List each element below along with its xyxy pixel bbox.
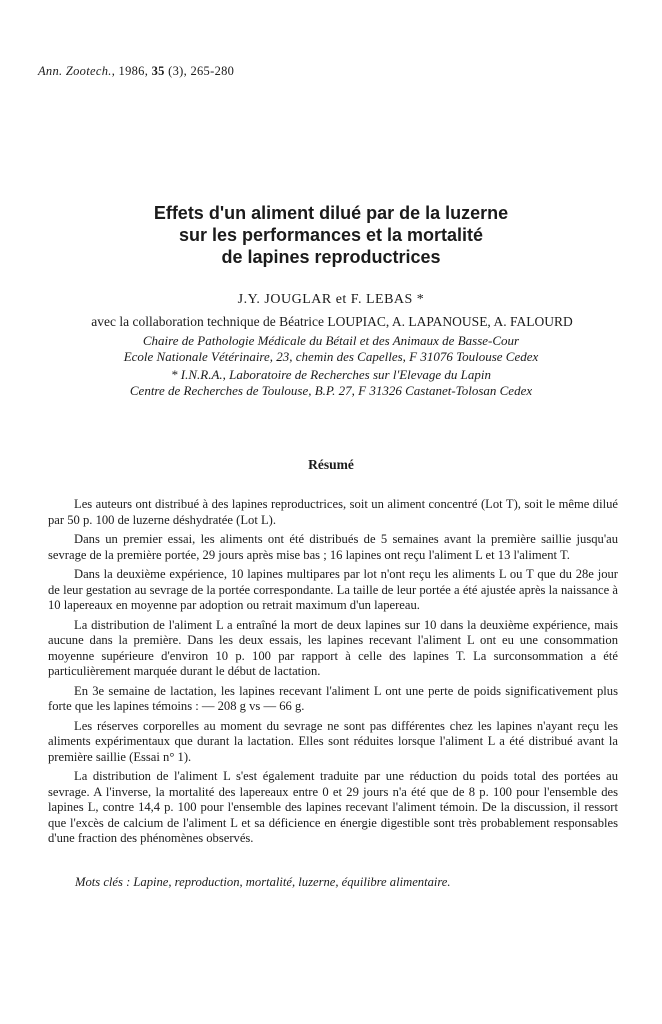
citation-pages: (3), 265-280 [164,64,235,78]
technical-collaboration: avec la collaboration technique de Béatrice LOUPIAC, A. LAPANOUSE, A. FALOURD [91,314,573,329]
affiliation-2 [0,367,662,399]
affiliation-1-line-1: Chaire de Pathologie Médicale du Bétail et des Animaux de Basse-Cour [142,333,520,348]
abstract-paragraph-3: Dans la deuxième expérience, 10 lapines multipares par lot n'ont reçu les aliments L ou T que du 28e jour de leur gestation au sevrage de la portée correspondante. La taille de leur portée a été ajustée après la naissance à 10 lapereaux en moyenne par adoption ou retrait maximum d'un lapereau. [48,567,618,612]
abstract-paragraph-5: En 3e semaine de lactation, les lapines recevant l'aliment L ont une perte de poids significativement plus forte que les lapines témoins : — 208 g vs — 66 g. [48,683,618,713]
authors: J.Y. JOUGLAR et F. LEBAS * [237,292,425,307]
abstract-paragraph-4: La distribution de l'aliment L a entraîné la mort de deux lapines sur 10 dans la deuxième expérience, mais aucune dans la première. Dans les deux essais, les lapines recevant l'aliment L ont eu une consommation moyenne supérieure d'environ 10 p. 100 par rapport à celle des lapines T. La surconsommation a été particulièrement marquée durant le début de lactation. [48,617,618,678]
affiliation-1 [0,333,662,365]
journal-name: Ann. Zootech. [38,64,112,78]
abstract [48,497,618,851]
journal-citation [38,64,234,79]
abstract-paragraph-6: Les réserves corporelles au moment du sevrage ne sont pas différentes chez les lapines n'ayant reçu les aliments expérimentaux que durant la lactation. Elles sont réduites lorsque l'aliment L a été distribué avant la première saillie (Essai n° 1). [48,718,618,764]
abstract-paragraph-2: Dans un premier essai, les aliments ont été distribués de 5 semaines avant la première saillie jusqu'au sevrage de la première portée, 29 jours après mise bas ; 16 lapines ont reçu l'aliment L et 13 l'aliment T. [48,532,618,562]
citation-volume: 35 [151,64,165,78]
resume-heading: Résumé [308,457,354,472]
keywords: Mots clés : Lapine, reproduction, mortalité, luzerne, équilibre alimentaire. [75,875,451,889]
abstract-paragraph-7: La distribution de l'aliment L s'est également traduite par une réduction du poids total des portées au sevrage. A l'inverse, la mortalité des lapereaux entre 0 et 29 jours n'a été que de 8 p. 100 pour l'ensemble des lapines L, contre 14,4 p. 100 pour l'ensemble des lapines recevant l'aliment témoin. De la discussion, il ressort que l'excès de calcium de l'aliment L et sa déficience en énergie digestible sont très probablement responsables d'une fraction des phénomènes observés. [48,769,618,845]
title-line-1: Effets d'un aliment dilué par de la luzerne [153,203,509,223]
affiliation-2-line-1: * I.N.R.A., Laboratoire de Recherches sur l'Elevage du Lapin [171,367,491,382]
affiliation-2-line-2: Centre de Recherches de Toulouse, B.P. 27, F 31326 Castanet-Tolosan Cedex [129,383,533,398]
affiliation-1-line-2: Ecole Nationale Vétérinaire, 23, chemin des Capelles, F 31076 Toulouse Cedex [123,349,539,364]
citation-year: , 1986, [111,64,152,78]
abstract-paragraph-1: Les auteurs ont distribué à des lapines reproductrices, soit un aliment concentré (Lot T), soit le même dilué par 50 p. 100 de luzerne déshydratée (Lot L). [48,497,618,527]
title-line-3: de lapines reproductrices [221,247,441,267]
article-title [0,202,662,268]
title-line-2: sur les performances et la mortalité [178,225,484,245]
